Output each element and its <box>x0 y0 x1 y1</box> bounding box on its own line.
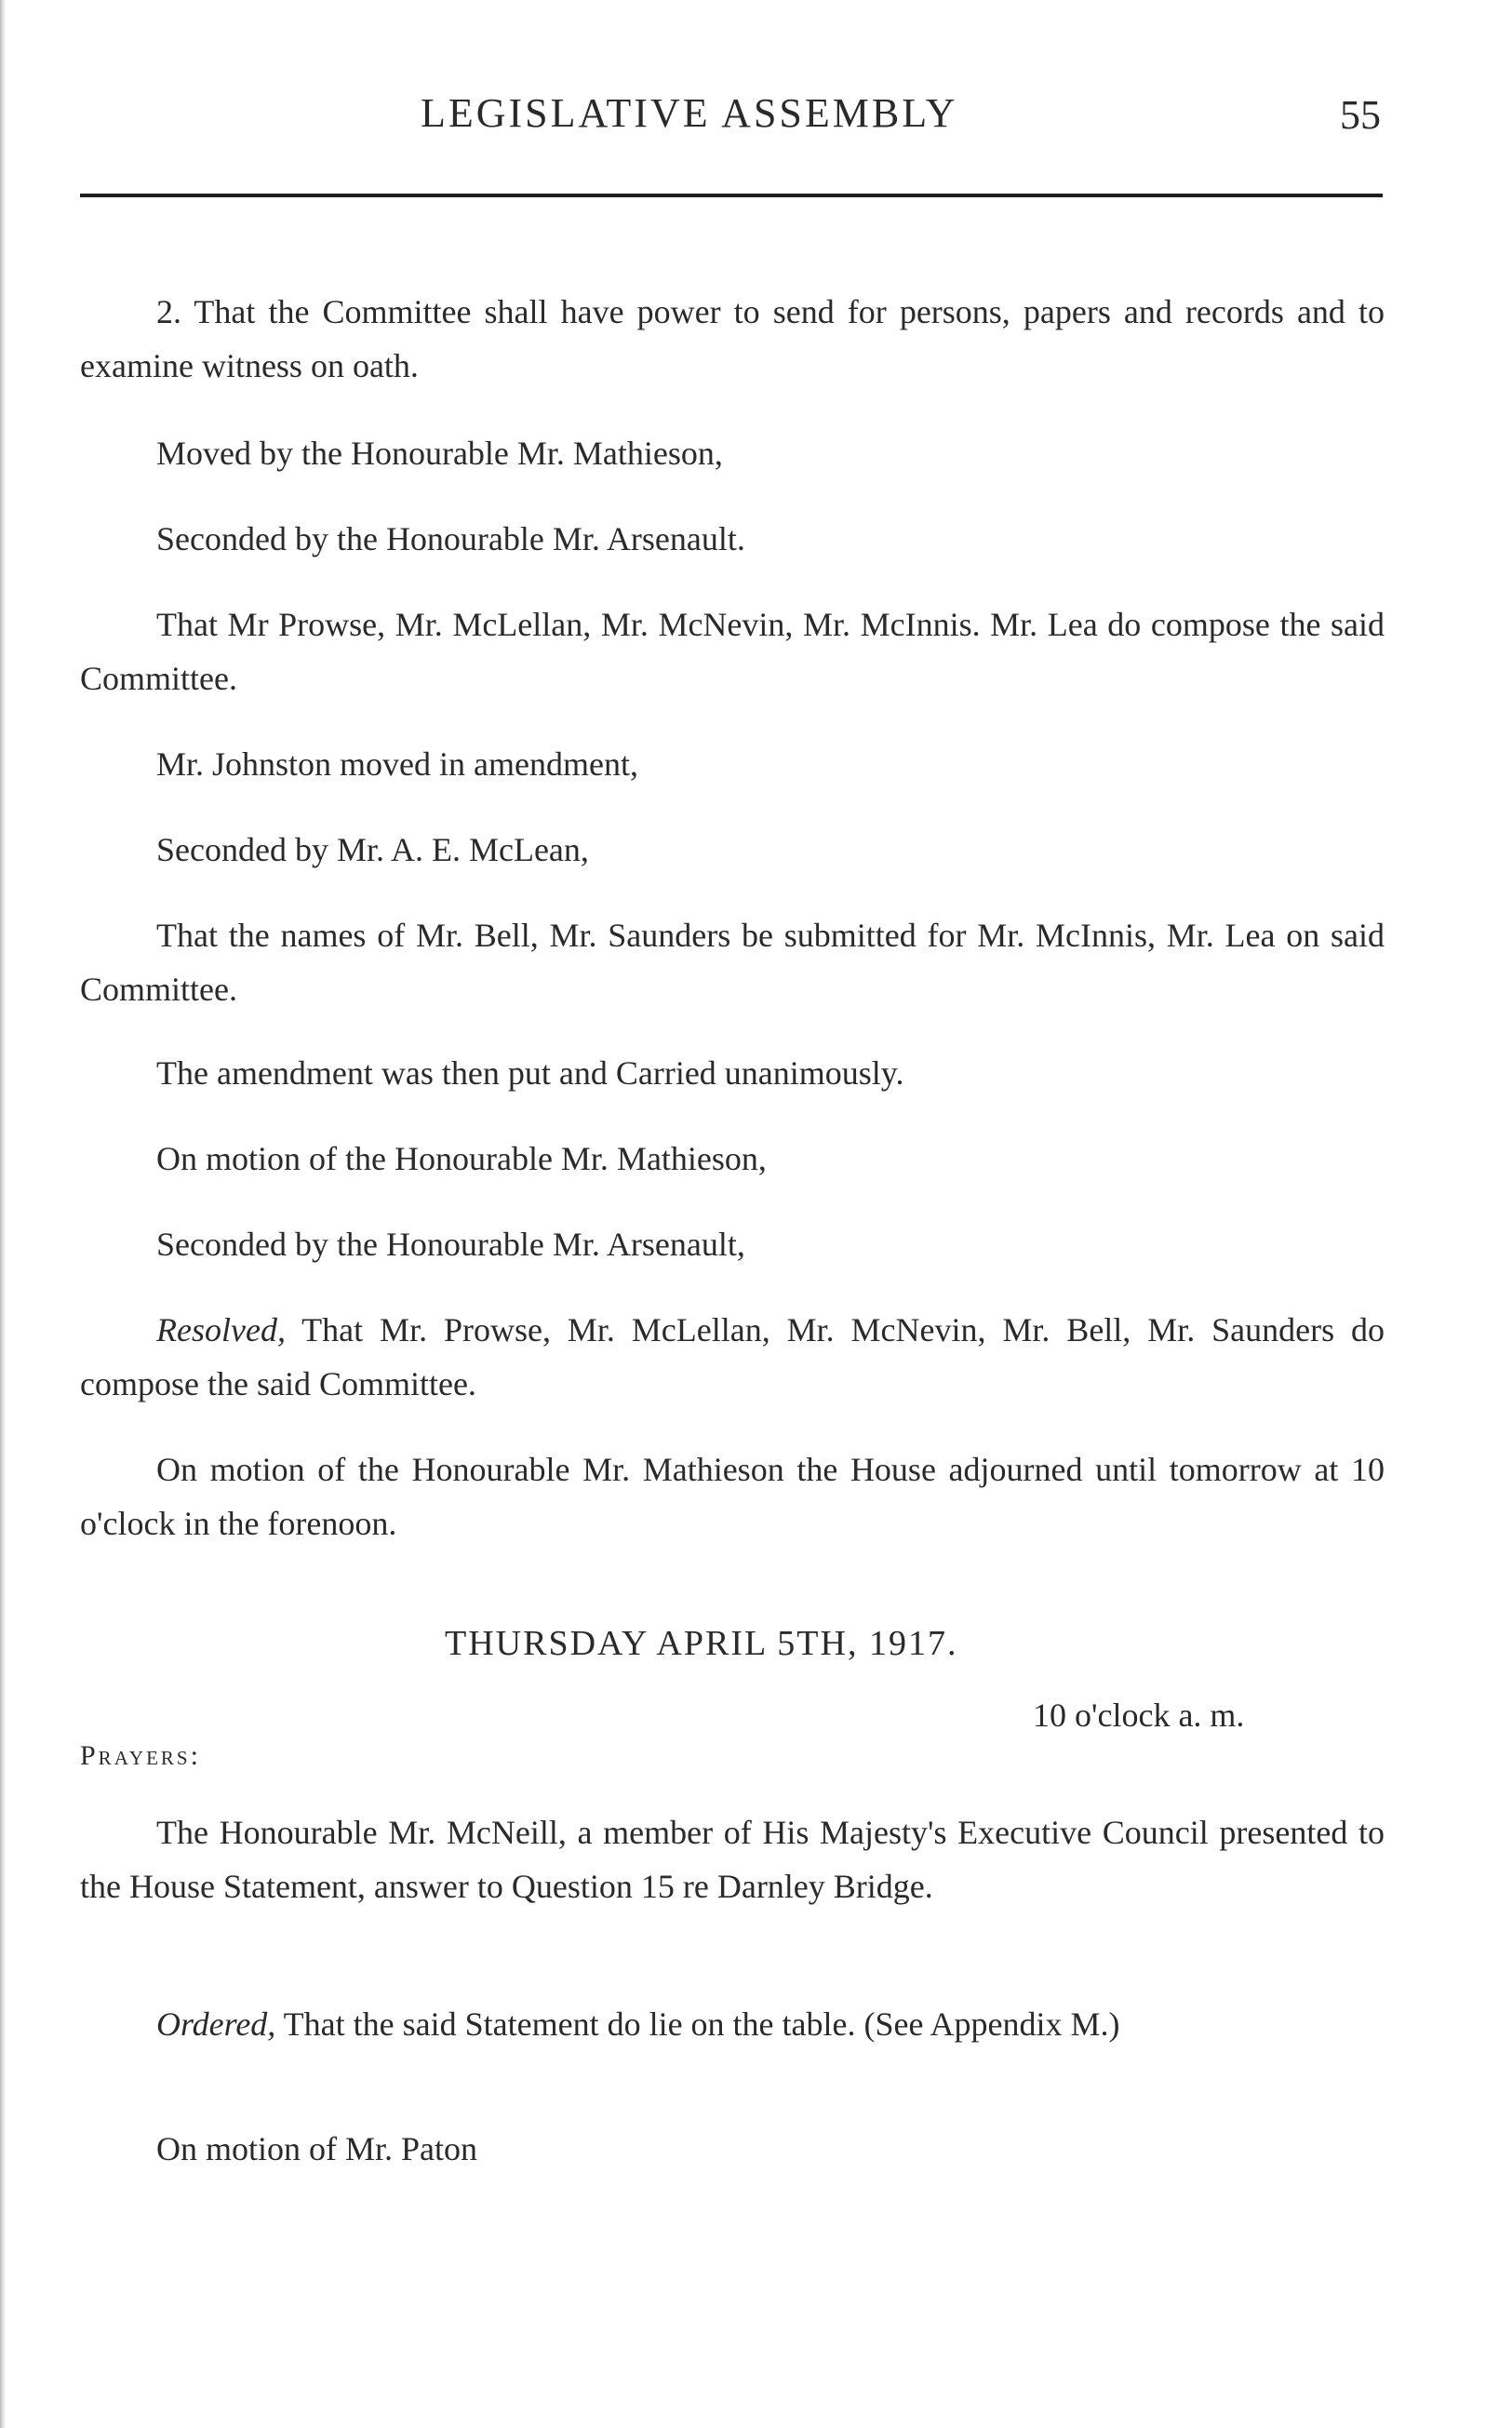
header-rule <box>80 194 1383 197</box>
paragraph-amendment-names: That the names of Mr. Bell, Mr. Saunders be submitted for Mr. McInnis, Mr. Lea on said Committee. <box>80 917 1385 1008</box>
ordered-label: Ordered, <box>156 2005 276 2043</box>
prayers-heading: Prayers: <box>80 1740 201 1771</box>
page-number: 55 <box>1340 92 1381 138</box>
paragraph-amendment-seconded: Seconded by Mr. A. E. McLean, <box>156 831 589 868</box>
paragraph-ordered <box>80 1997 1385 2051</box>
resolved-label: Resolved, <box>156 1311 286 1348</box>
paragraph-amendment-moved: Mr. Johnston moved in amendment, <box>156 745 638 783</box>
scan-edge <box>0 0 6 2428</box>
paragraph-adjourned: On motion of the Honourable Mr. Mathieson the House adjourned until tomorrow at 10 o'clock in the forenoon. <box>80 1451 1385 1542</box>
paragraph-amendment-carried: The amendment was then put and Carried unanimously. <box>156 1054 904 1092</box>
paragraph-seconded-arsenault: Seconded by the Honourable Mr. Arsenault, <box>156 1226 745 1263</box>
resolved-text: That Mr. Prowse, Mr. McLellan, Mr. McNevin, Mr. Bell, Mr. Saunders do compose the said Committee. <box>80 1311 1385 1402</box>
paragraph-statement-presented: The Honourable Mr. McNeill, a member of His Majesty's Executive Council presented to the House Statement, answer to Question 15 re Darnley Bridge. <box>80 1814 1385 1905</box>
date-heading: THURSDAY APRIL 5TH, 1917. <box>445 1624 958 1663</box>
paragraph-seconded-by: Seconded by the Honourable Mr. Arsenault. <box>156 520 745 557</box>
ordered-text: That the said Statement do lie on the table. (See Appendix M.) <box>275 2005 1120 2043</box>
sitting-time: 10 o'clock a. m. <box>1033 1697 1245 1734</box>
paragraph-on-motion: On motion of the Honourable Mr. Mathieson, <box>156 1140 767 1177</box>
paragraph-committee-powers: 2. That the Committee shall have power to send for persons, papers and records and to examine witness on oath. <box>80 293 1385 384</box>
running-header-title: LEGISLATIVE ASSEMBLY <box>421 90 958 136</box>
paragraph-moved-by: Moved by the Honourable Mr. Mathieson, <box>156 435 723 472</box>
paragraph-resolved <box>80 1303 1385 1411</box>
paragraph-committee-members: That Mr Prowse, Mr. McLellan, Mr. McNevin, Mr. McInnis. Mr. Lea do compose the said Committee. <box>80 606 1385 697</box>
paragraph-motion-paton: On motion of Mr. Paton <box>156 2130 478 2167</box>
